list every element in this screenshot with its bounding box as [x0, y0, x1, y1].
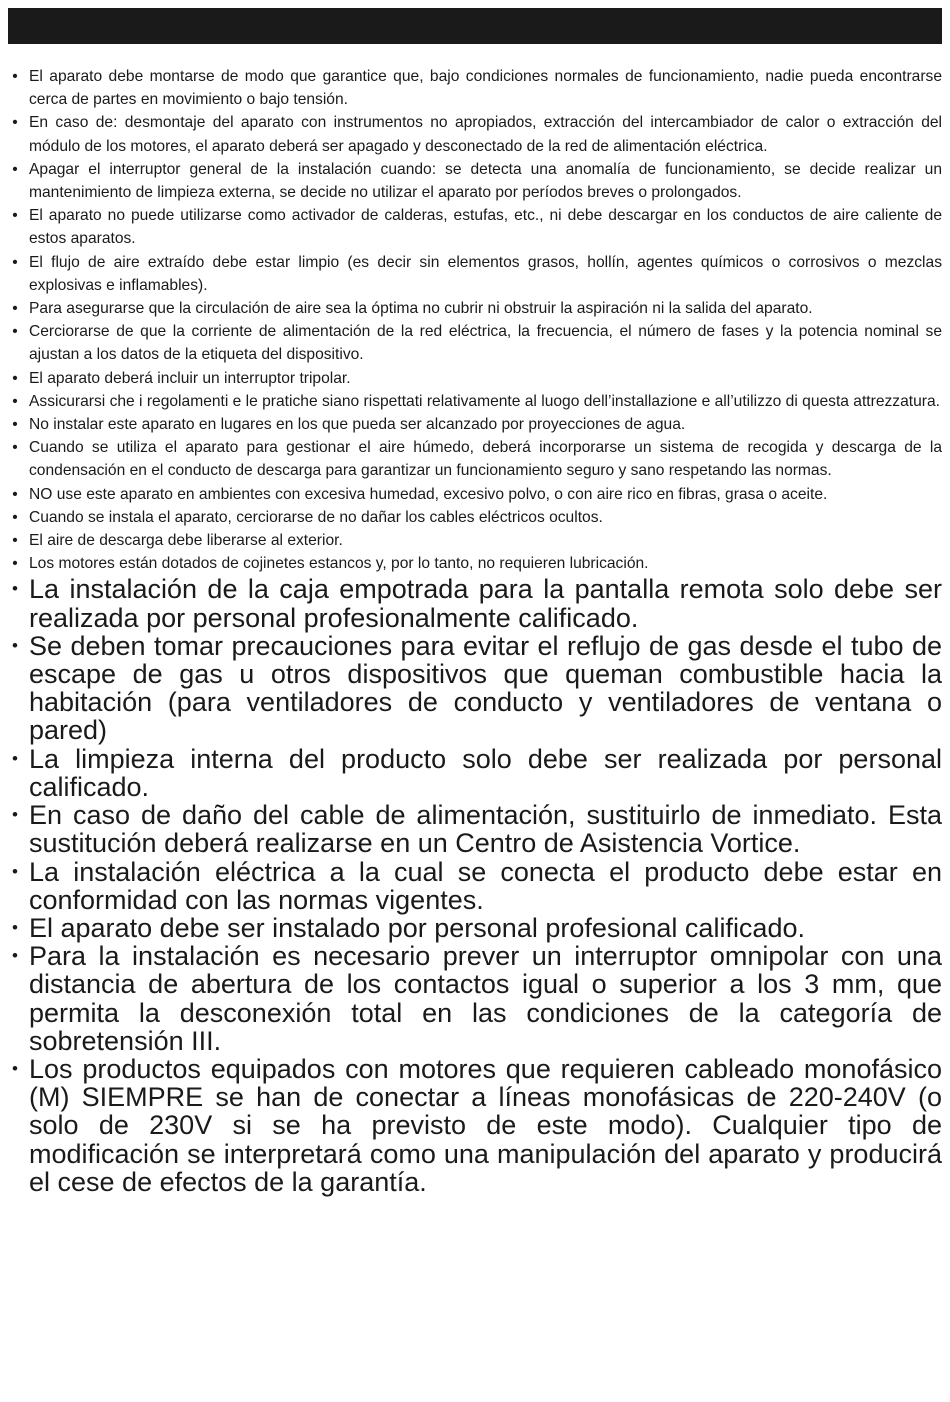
bullet-icon: •	[12, 369, 18, 387]
list-item	[8, 297, 942, 320]
list-item-text: Cuando se instala el aparato, cerciorarse de no dañar los cables eléctricos ocultos.	[29, 508, 603, 526]
bullet-icon: •	[12, 114, 18, 132]
bullet-icon: •	[12, 253, 18, 271]
list-item	[8, 158, 942, 204]
safety-instructions	[8, 65, 942, 1196]
bullet-icon: •	[12, 946, 18, 966]
bullet-icon: •	[12, 748, 18, 768]
list-item-text: No instalar este aparato en lugares en los que pueda ser alcanzado por proyecciones de agua.	[29, 416, 686, 434]
bullet-icon: •	[12, 439, 18, 457]
list-item	[8, 575, 942, 631]
list-item	[8, 552, 942, 575]
list-item	[8, 390, 942, 413]
list-item	[8, 251, 942, 297]
list-item	[8, 858, 942, 914]
list-item-text: En caso de daño del cable de alimentación, sustituirlo de inmediato. Esta sustitución deberá realizarse en un Centro de Asistencia Vortice.	[29, 800, 942, 859]
bullet-icon: •	[12, 300, 18, 318]
list-item-text: Los productos equipados con motores que requieren cableado monofásico (M) SIEMPRE se han de conectar a líneas monofásicas de 220-240V (o solo de 230V si se ha previsto de este modo). Cualquier tipo de modificación se interpretará como una manipulación del aparato y producirá el cese de efectos de la garantía.	[29, 1053, 942, 1197]
bullet-icon: •	[12, 416, 18, 434]
list-item	[8, 367, 942, 390]
list-item-text: Se deben tomar precauciones para evitar el reflujo de gas desde el tubo de escape de gas u otros dispositivos que queman combustible hacia la habitación (para ventiladores de conducto y ventiladores de ventana o pared)	[29, 630, 942, 746]
list-item-text: NO use este aparato en ambientes con excesiva humedad, excesivo polvo, o con aire rico en fibras, grasa o aceite.	[29, 485, 828, 503]
bullet-icon: •	[12, 861, 18, 881]
header-bar	[8, 8, 942, 44]
bullet-icon: •	[12, 805, 18, 825]
list-item-text: Assicurarsi che i regolamenti e le pratiche siano rispettati relativamente al luogo dell’installazione e all’utilizzo di questa attrezzatura.	[29, 392, 940, 410]
list-item-text: La limpieza interna del producto solo debe ser realizada por personal calificado.	[29, 743, 942, 802]
list-item	[8, 801, 942, 857]
bullet-icon: •	[12, 207, 18, 225]
list-item	[8, 111, 942, 157]
list-item-text: El aparato no puede utilizarse como activador de calderas, estufas, etc., ni debe descargar en los conductos de aire caliente de estos aparatos.	[29, 207, 942, 248]
list-item-text: El flujo de aire extraído debe estar limpio (es decir sin elementos grasos, hollín, agentes químicos o corrosivos o mezclas explosivas e inflamables).	[29, 253, 942, 294]
list-item-text: La instalación de la caja empotrada para la pantalla remota solo debe ser realizada por personal profesionalmente calificado.	[29, 574, 942, 633]
safety-list-large	[8, 575, 942, 1195]
list-item-text: El aire de descarga debe liberarse al exterior.	[29, 532, 343, 550]
bullet-icon: •	[12, 323, 18, 341]
list-item-text: El aparato debe montarse de modo que garantice que, bajo condiciones normales de funcionamiento, nadie pueda encontrarse cerca de partes en movimiento o bajo tensión.	[29, 68, 942, 109]
list-item	[8, 204, 942, 250]
list-item-text: Los motores están dotados de cojinetes estancos y, por lo tanto, no requieren lubricación.	[29, 555, 649, 573]
list-item	[8, 320, 942, 366]
list-item	[8, 942, 942, 1055]
bullet-icon: •	[12, 1058, 18, 1078]
list-item-text: El aparato deberá incluir un interruptor tripolar.	[29, 369, 351, 387]
list-item	[8, 745, 942, 801]
list-item	[8, 436, 942, 482]
list-item	[8, 413, 942, 436]
bullet-icon: •	[12, 635, 18, 655]
bullet-icon: •	[12, 392, 18, 410]
bullet-icon: •	[12, 508, 18, 526]
bullet-icon: •	[12, 532, 18, 550]
list-item	[8, 529, 942, 552]
list-item-text: Cuando se utiliza el aparato para gestionar el aire húmedo, deberá incorporarse un sistema de recogida y descarga de la condensación en el conducto de descarga para garantizar un funcionamiento seguro y sano respetando las normas.	[29, 439, 942, 480]
bullet-icon: •	[12, 579, 18, 599]
list-item-text: Apagar el interruptor general de la instalación cuando: se detecta una anomalía de funcionamiento, se decide realizar un mantenimiento de limpieza externa, se decide no utilizar el aparato por períodos breves o prolongados.	[29, 160, 942, 202]
list-item	[8, 914, 942, 942]
list-item-text: El aparato debe ser instalado por personal profesional calificado.	[29, 912, 805, 943]
safety-list-small	[8, 65, 942, 575]
bullet-icon: •	[12, 160, 18, 178]
bullet-icon: •	[12, 68, 18, 85]
list-item	[8, 506, 942, 529]
bullet-icon: •	[12, 485, 18, 503]
list-item-text: Para la instalación es necesario prever un interruptor omnipolar con una distancia de abertura de los contactos igual o superior a los 3 mm, que permita la desconexión total en las condiciones de la categoría de sobretensión III.	[29, 941, 942, 1056]
list-item-text: Cerciorarse de que la corriente de alimentación de la red eléctrica, la frecuencia, el número de fases y la potencia nominal se ajustan a los datos de la etiqueta del dispositivo.	[29, 323, 942, 364]
list-item-text: Para asegurarse que la circulación de aire sea la óptima no cubrir ni obstruir la aspiración ni la salida del aparato.	[29, 300, 813, 318]
list-item	[8, 1055, 942, 1196]
list-item	[8, 632, 942, 745]
bullet-icon: •	[12, 917, 18, 937]
bullet-icon: •	[12, 555, 18, 573]
list-item	[8, 65, 942, 111]
list-item	[8, 483, 942, 506]
list-item-text: En caso de: desmontaje del aparato con instrumentos no apropiados, extracción del intercambiador de calor o extracción del módulo de los motores, el aparato deberá ser apagado y desconectado de la red de alimentación eléctrica.	[29, 114, 942, 155]
list-item-text: La instalación eléctrica a la cual se conecta el producto debe estar en conformidad con las normas vigentes.	[29, 856, 942, 915]
